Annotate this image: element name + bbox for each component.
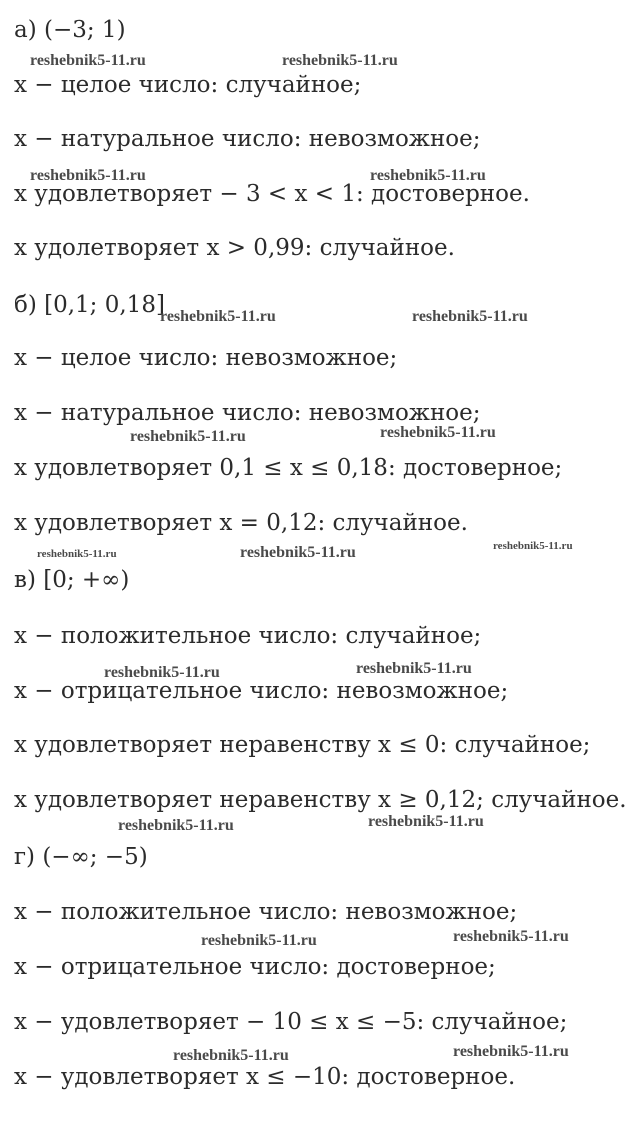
statement-line: x − натуральное число: невозможное; [14, 126, 481, 152]
watermark: reshebnik5-11.ru [240, 544, 356, 561]
statement-line: x − удовлетворяет − 10 ≤ x ≤ −5: случайное; [14, 1009, 568, 1035]
watermark: reshebnik5-11.ru [356, 660, 472, 677]
statement-line: x удовлетворяет неравенству x ≥ 0,12; случайное. [14, 787, 627, 813]
statement-line: x − удовлетворяет x ≤ −10: достоверное. [14, 1064, 516, 1090]
part-a-heading: а) (−3; 1) [14, 17, 126, 43]
watermark: reshebnik5-11.ru [118, 817, 234, 834]
watermark: reshebnik5-11.ru [160, 308, 276, 325]
watermark: reshebnik5-11.ru [380, 424, 496, 441]
watermark: reshebnik5-11.ru [282, 52, 398, 69]
watermark: reshebnik5-11.ru [453, 1043, 569, 1060]
statement-line: x − целое число: невозможное; [14, 345, 398, 371]
watermark: reshebnik5-11.ru [201, 932, 317, 949]
watermark: reshebnik5-11.ru [453, 928, 569, 945]
watermark: reshebnik5-11.ru [104, 664, 220, 681]
statement-line: x удовлетворяет x = 0,12: случайное. [14, 510, 468, 536]
statement-line: x − целое число: случайное; [14, 72, 362, 98]
part-g-heading: г) (−∞; −5) [14, 844, 148, 870]
statement-line: x − положительное число: случайное; [14, 623, 482, 649]
watermark: reshebnik5-11.ru [173, 1047, 289, 1064]
watermark: reshebnik5-11.ru [30, 52, 146, 69]
watermark: reshebnik5-11.ru [130, 428, 246, 445]
statement-line: x − отрицательное число: достоверное; [14, 954, 496, 980]
watermark: reshebnik5-11.ru [37, 548, 117, 560]
watermark: reshebnik5-11.ru [368, 813, 484, 830]
watermark: reshebnik5-11.ru [30, 167, 146, 184]
statement-line: x − отрицательное число: невозможное; [14, 678, 509, 704]
part-b-heading: б) [0,1; 0,18] [14, 292, 165, 318]
part-v-heading: в) [0; +∞) [14, 567, 130, 593]
statement-line: x − положительное число: невозможное; [14, 899, 518, 925]
statement-line: x удовлетворяет неравенству x ≤ 0: случайное; [14, 732, 591, 758]
watermark: reshebnik5-11.ru [370, 167, 486, 184]
watermark: reshebnik5-11.ru [493, 540, 573, 552]
statement-line: x удовлетворяет − 3 < x < 1: достоверное. [14, 181, 530, 207]
statement-line: x удолетворяет x > 0,99: случайное. [14, 235, 455, 261]
statement-line: x удовлетворяет 0,1 ≤ x ≤ 0,18: достоверное; [14, 455, 563, 481]
statement-line: x − натуральное число: невозможное; [14, 400, 481, 426]
watermark: reshebnik5-11.ru [412, 308, 528, 325]
